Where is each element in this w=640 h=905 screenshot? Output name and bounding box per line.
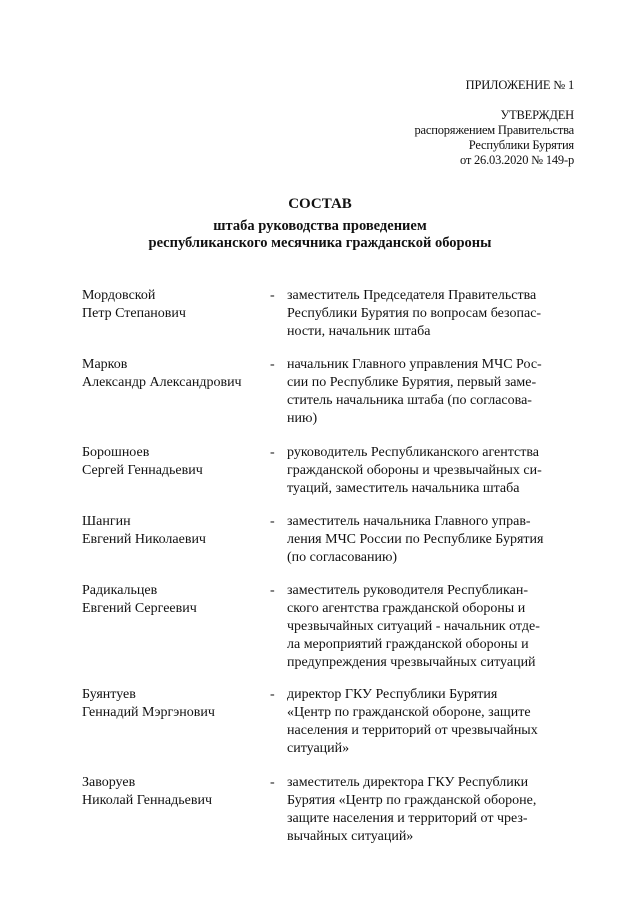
appendix-label: ПРИЛОЖЕНИЕ № 1 [465, 78, 574, 92]
separator-dash: - [270, 288, 275, 303]
role-line: ститель начальника штаба (по согласова- [287, 393, 532, 408]
member-role [287, 444, 570, 498]
role-line: ситуаций» [287, 741, 350, 756]
member-name [82, 513, 252, 549]
member-given-names: Николай Геннадьевич [82, 793, 213, 808]
approval-line: от 26.03.2020 № 149-р [459, 153, 574, 167]
member-given-names: Петр Степанович [82, 306, 186, 321]
separator-dash: - [270, 514, 275, 529]
role-line: защите населения и территорий от чрез- [287, 811, 528, 826]
member-role [287, 513, 570, 567]
member-given-names: Геннадий Мэргэнович [82, 705, 215, 720]
member-role [287, 774, 570, 846]
role-line: ла мероприятий гражданской обороны и [287, 637, 529, 652]
member-role [287, 287, 570, 341]
document-title: СОСТАВ [288, 196, 352, 212]
document-subtitle [0, 218, 640, 252]
member-entry [82, 686, 572, 776]
member-given-names: Александр Александрович [82, 375, 242, 390]
member-name [82, 582, 252, 618]
member-entry [82, 582, 572, 672]
member-entry [82, 774, 572, 864]
approval-line: распоряжением Правительства [414, 123, 574, 137]
role-line: заместитель начальника Главного управ- [287, 514, 531, 529]
member-surname: Шангин [82, 514, 131, 529]
separator-dash: - [270, 687, 275, 702]
separator-dash: - [270, 583, 275, 598]
member-name [82, 686, 252, 722]
role-line: «Центр по гражданской обороне, защите [287, 705, 531, 720]
role-line: населения и территорий от чрезвычайных [287, 723, 538, 738]
role-line: начальник Главного управления МЧС Рос- [287, 357, 542, 372]
role-line: заместитель руководителя Республикан- [287, 583, 528, 598]
approval-stamp [414, 108, 574, 168]
member-given-names: Евгений Николаевич [82, 532, 206, 547]
member-name [82, 356, 252, 392]
member-entry [82, 356, 572, 446]
member-surname: Буянтуев [82, 687, 136, 702]
role-line: чрезвычайных ситуаций - начальник отде- [287, 619, 540, 634]
role-line: Республики Бурятия по вопросам безопас- [287, 306, 542, 321]
separator-dash: - [270, 357, 275, 372]
member-surname: Марков [82, 357, 128, 372]
member-given-names: Евгений Сергеевич [82, 601, 197, 616]
member-name [82, 444, 252, 480]
separator-dash: - [270, 775, 275, 790]
approval-line: Республики Бурятия [468, 138, 574, 152]
member-given-names: Сергей Геннадьевич [82, 463, 203, 478]
role-line: директор ГКУ Республики Бурятия [287, 687, 498, 702]
approval-line: УТВЕРЖДЕН [500, 108, 574, 122]
role-line: нию) [287, 411, 318, 426]
member-name [82, 774, 252, 810]
role-line: сии по Республике Бурятия, первый заме- [287, 375, 537, 390]
role-line: ского агентства гражданской обороны и [287, 601, 526, 616]
role-line: гражданской обороны и чрезвычайных си- [287, 463, 542, 478]
member-surname: Заворуев [82, 775, 136, 790]
member-name [82, 287, 252, 323]
member-role [287, 356, 570, 428]
role-line: Бурятия «Центр по гражданской обороне, [287, 793, 537, 808]
separator-dash: - [270, 445, 275, 460]
role-line: туаций, заместитель начальника штаба [287, 481, 520, 496]
role-line: вычайных ситуаций» [287, 829, 414, 844]
role-line: руководитель Республиканского агентства [287, 445, 540, 460]
member-role [287, 582, 570, 672]
member-surname: Радикальцев [82, 583, 158, 598]
role-line: заместитель Председателя Правительства [287, 288, 537, 303]
role-line: предупреждения чрезвычайных ситуаций [287, 655, 536, 670]
role-line: ления МЧС России по Республике Бурятия [287, 532, 544, 547]
member-surname: Мордовской [82, 288, 156, 303]
role-line: ности, начальник штаба [287, 324, 431, 339]
role-line: (по согласованию) [287, 550, 398, 565]
subtitle-line: штаба руководства проведением [213, 218, 427, 234]
subtitle-line: республиканского месячника гражданской обороны [148, 235, 492, 251]
role-line: заместитель директора ГКУ Республики [287, 775, 529, 790]
member-surname: Борошноев [82, 445, 150, 460]
member-role [287, 686, 570, 758]
